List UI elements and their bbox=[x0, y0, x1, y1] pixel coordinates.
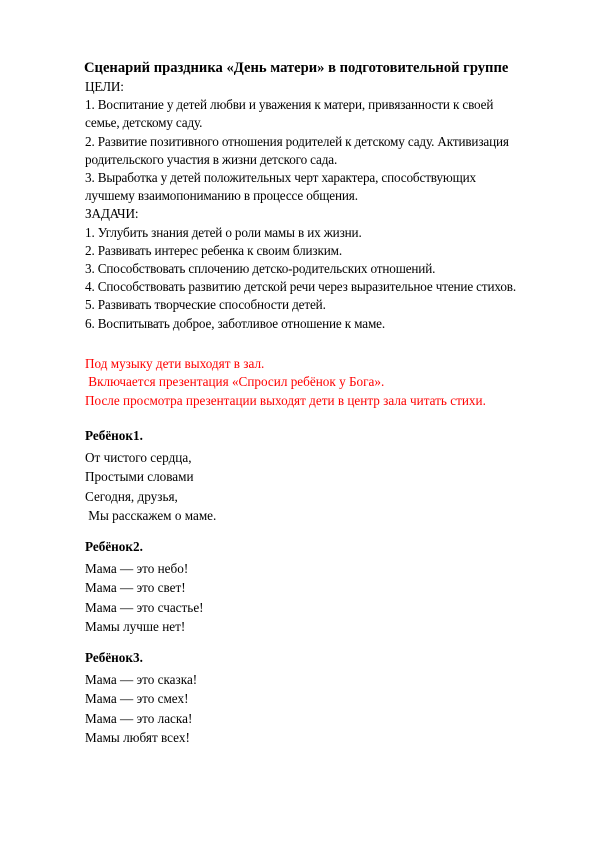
poem-line: Мама — это счастье! bbox=[85, 599, 204, 615]
poem-child-2 bbox=[85, 537, 385, 637]
poem-child-1 bbox=[85, 426, 385, 526]
goal-line: 2. Развитие позитивного отношения родителей к детскому саду. Активизация bbox=[85, 133, 509, 149]
poem-heading: Ребёнок1. bbox=[85, 428, 143, 443]
goal-line: семье, детскому саду. bbox=[85, 115, 203, 131]
poem-line: Сегодня, друзья, bbox=[85, 488, 178, 504]
poem-line: Мамы любят всех! bbox=[85, 730, 190, 746]
stage-direction-line: Под музыку дети выходят в зал. bbox=[85, 356, 265, 371]
poem-line: Простыми словами bbox=[85, 469, 194, 485]
goal-line: лучшему взаимопониманию в процессе общения. bbox=[85, 188, 358, 204]
stage-direction-line: После просмотра презентации выходят дети в центр зала читать стихи. bbox=[85, 392, 486, 408]
task-line: 3. Способствовать сплочению детско-родительских отношений. bbox=[85, 261, 436, 277]
poem-heading: Ребёнок3. bbox=[85, 650, 143, 665]
document-title: Сценарий праздника «День матери» в подготовительной группе bbox=[84, 60, 509, 76]
poem-line: Мама — это свет! bbox=[85, 580, 186, 596]
goals-and-tasks-section bbox=[85, 78, 555, 333]
poem-line: Мама — это сказка! bbox=[85, 671, 198, 687]
poem-line: От чистого сердца, bbox=[85, 449, 192, 465]
task-line: 6. Воспитывать доброе, заботливое отношение к маме. bbox=[85, 315, 386, 331]
poem-line: Мамы лучше нет! bbox=[85, 619, 186, 635]
task-line: 2. Развивать интерес ребенка к своим близким. bbox=[85, 242, 342, 258]
task-line: 4. Способствовать развитию детской речи через выразительное чтение стихов. bbox=[85, 279, 517, 295]
poem-line: Мама — это небо! bbox=[85, 560, 189, 576]
stage-directions bbox=[85, 355, 555, 410]
goal-line: родительского участия в жизни детского сада. bbox=[85, 151, 338, 167]
poem-line: Мама — это ласка! bbox=[85, 710, 193, 726]
poem-line: Мама — это смех! bbox=[85, 691, 189, 707]
poem-line: Мы расскажем о маме. bbox=[85, 508, 217, 524]
goals-heading: ЦЕЛИ: bbox=[85, 79, 124, 94]
task-line: 5. Развивать творческие способности детей. bbox=[85, 297, 326, 313]
poem-heading: Ребёнок2. bbox=[85, 539, 143, 554]
task-line: 1. Углубить знания детей о роли мамы в их жизни. bbox=[85, 224, 362, 240]
stage-direction-line: Включается презентация «Спросил ребёнок у Бога». bbox=[85, 374, 385, 390]
poem-child-3 bbox=[85, 648, 385, 748]
goal-line: 1. Воспитание у детей любви и уважения к матери, привязанности к своей bbox=[85, 97, 494, 113]
tasks-heading: ЗАДАЧИ: bbox=[85, 206, 139, 222]
goal-line: 3. Выработка у детей положительных черт характера, способствующих bbox=[85, 170, 476, 186]
